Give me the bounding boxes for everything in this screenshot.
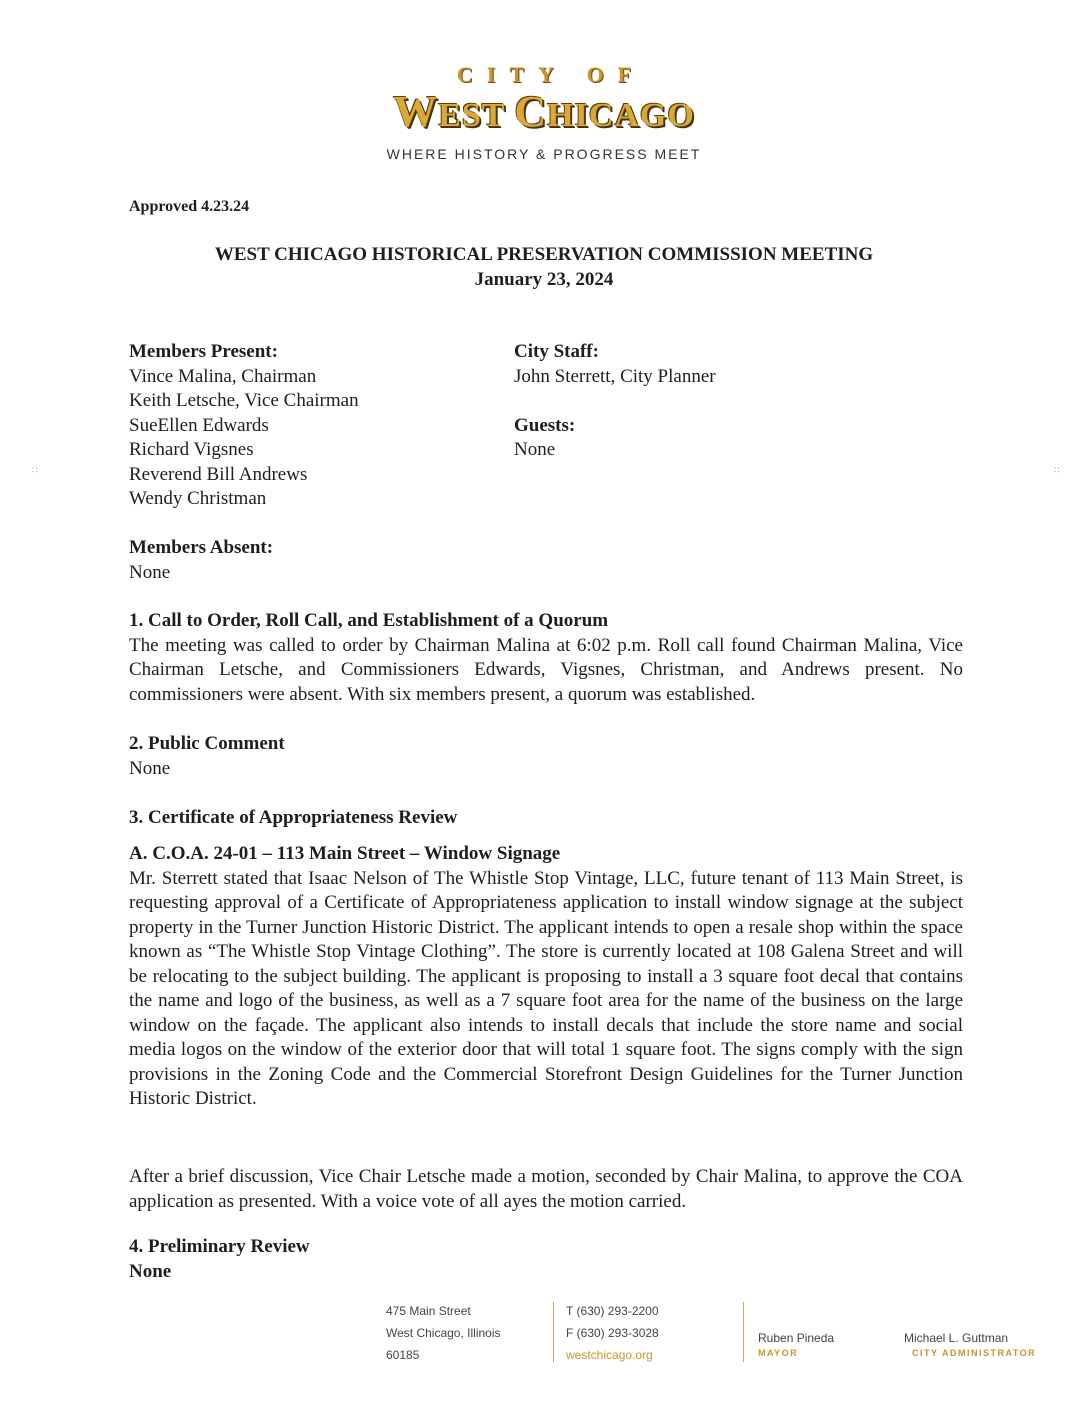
section-heading: 3. Certificate of Appropriateness Review bbox=[129, 807, 458, 828]
motion-paragraph: After a brief discussion, Vice Chair Letsche made a motion, seconded by Chair Malina, to approve the COA application as presented. With a voice vote of all ayes the motion carried. bbox=[129, 1166, 963, 1212]
margin-mark-icon: ∷ bbox=[1054, 466, 1060, 476]
section-body: None bbox=[129, 1260, 172, 1282]
footer-phone: T (630) 293-2200 bbox=[566, 1304, 659, 1318]
address-line: 60185 bbox=[386, 1348, 420, 1362]
city-logo bbox=[0, 62, 1088, 140]
logo-city-name: WEST CHICAGO bbox=[393, 87, 695, 136]
city-staff-heading: City Staff: bbox=[514, 341, 599, 362]
footer-contact bbox=[566, 1300, 659, 1366]
member-name: SueEllen Edwards bbox=[129, 414, 269, 436]
section-call-to-order bbox=[129, 609, 963, 707]
subsection-coa-24-01 bbox=[129, 842, 963, 1112]
margin-mark-icon: ∷ bbox=[32, 466, 38, 476]
address-line: 475 Main Street bbox=[386, 1304, 471, 1318]
footer-administrator bbox=[904, 1331, 1036, 1361]
address-line: West Chicago, Illinois bbox=[386, 1326, 501, 1340]
members-present bbox=[129, 340, 359, 512]
member-name: Wendy Christman bbox=[129, 488, 267, 509]
section-coa-review bbox=[129, 806, 963, 831]
guests-value: None bbox=[514, 439, 556, 460]
subsection-motion bbox=[129, 1165, 963, 1214]
member-name: Keith Letsche, Vice Chairman bbox=[129, 390, 359, 411]
mayor-name: Ruben Pineda bbox=[758, 1331, 835, 1345]
approval-note: Approved 4.23.24 bbox=[129, 198, 250, 215]
section-heading: 4. Preliminary Review bbox=[129, 1236, 310, 1257]
subsection-body: Mr. Sterrett stated that Isaac Nelson of The Whistle Stop Vintage, LLC, future tenant of 113 Main Street, is requesting approval of a Certificate of Appropriateness application to install window signage at the subject property in the Turner Junction Historic District. The applicant intends to open a resale shop within the space known as “The Whistle Stop Vintage Clothing”. The store is currently located at 108 Galena Street and will be relocating to the subject building. The applicant is proposing to install a 3 square foot decal that contains the name and logo of the business, as well as a 7 square foot area for the name of the business on the large window on the façade. The applicant also intends to install decals that include the store name and social media logos on the window of the exterior door that will total 1 square foot. The signs comply with the sign provisions in the Zoning Code and the Commercial Storefront Design Guidelines for the Turner Junction Historic District. bbox=[129, 867, 963, 1109]
section-heading: 2. Public Comment bbox=[129, 733, 285, 754]
letterhead-tagline: WHERE HISTORY & PROGRESS MEET bbox=[386, 146, 702, 162]
members-absent bbox=[129, 536, 273, 585]
footer-fax: F (630) 293-3028 bbox=[566, 1326, 659, 1340]
section-preliminary-review bbox=[129, 1235, 963, 1284]
staff-name: John Sterrett, City Planner bbox=[514, 365, 716, 387]
administrator-name: Michael L. Guttman bbox=[904, 1331, 1009, 1345]
footer-website-link[interactable]: westchicago.org bbox=[566, 1348, 653, 1362]
section-heading: 1. Call to Order, Roll Call, and Establishment of a Quorum bbox=[129, 610, 609, 631]
guests-heading: Guests: bbox=[514, 414, 576, 436]
members-present-heading: Members Present: bbox=[129, 341, 278, 362]
member-name: Reverend Bill Andrews bbox=[129, 463, 308, 485]
document-title-block bbox=[0, 242, 1088, 292]
staff-and-guests bbox=[514, 340, 716, 463]
footer-address bbox=[386, 1300, 501, 1366]
logo-city-of: CITY OF bbox=[456, 62, 646, 87]
mayor-title: MAYOR bbox=[758, 1348, 799, 1358]
meeting-date: January 23, 2024 bbox=[474, 269, 614, 290]
footer-mayor bbox=[758, 1331, 834, 1361]
footer-divider bbox=[553, 1302, 554, 1362]
member-name: Richard Vigsnes bbox=[129, 439, 254, 460]
section-body: The meeting was called to order by Chairman Malina at 6:02 p.m. Roll call found Chairman Malina, Vice Chairman Letsche, and Commissioners Edwards, Vigsnes, Christman, and Andrews present. No commissioners were absent. With six members present, a quorum was established. bbox=[129, 634, 963, 705]
subsection-heading: A. C.O.A. 24-01 – 113 Main Street – Window Signage bbox=[129, 843, 561, 864]
footer-divider bbox=[743, 1302, 744, 1362]
section-body: None bbox=[129, 757, 171, 779]
section-public-comment bbox=[129, 732, 963, 781]
members-absent-heading: Members Absent: bbox=[129, 537, 274, 558]
document-title: WEST CHICAGO HISTORICAL PRESERVATION COMMISSION MEETING bbox=[214, 244, 874, 265]
members-absent-value: None bbox=[129, 561, 171, 583]
administrator-title: CITY ADMINISTRATOR bbox=[912, 1348, 1037, 1358]
member-name: Vince Malina, Chairman bbox=[129, 365, 317, 387]
